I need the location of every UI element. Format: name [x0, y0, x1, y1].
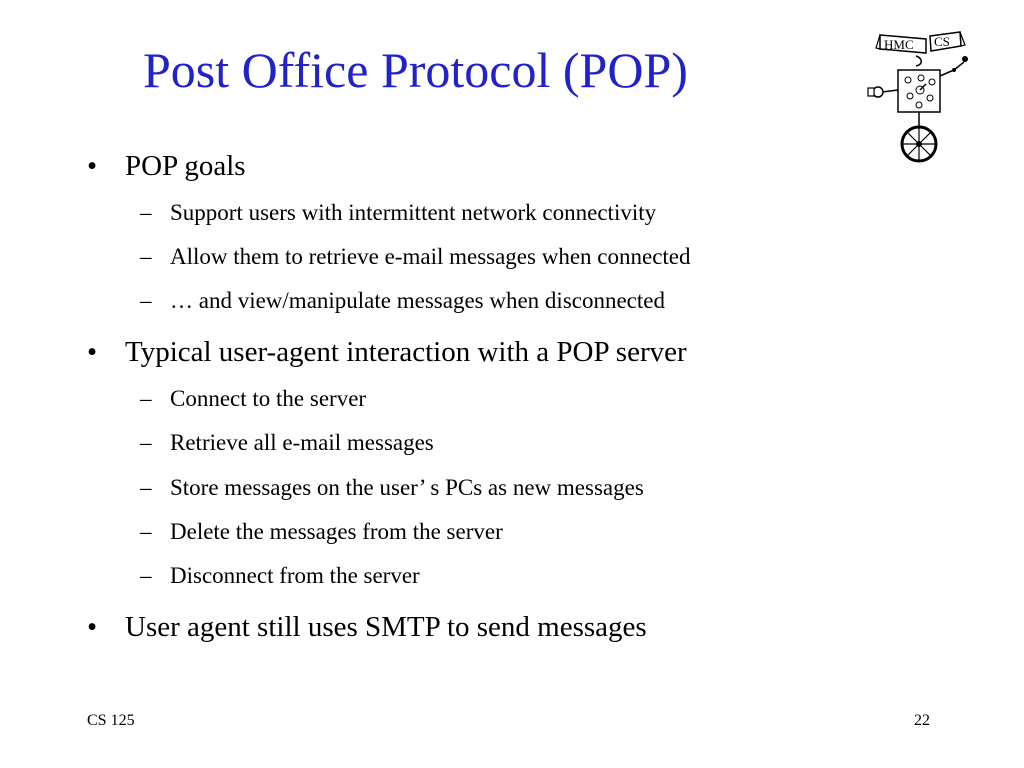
bullet-text: User agent still uses SMTP to send messages — [125, 611, 647, 643]
sub-bullet-text: Retrieve all e-mail messages — [170, 430, 434, 455]
hmc-cs-robot-logo-icon — [864, 26, 976, 164]
sub-bullet-text: … and view/manipulate messages when disconnected — [170, 288, 665, 313]
dash-marker: – — [140, 475, 152, 500]
sub-bullet-text: Allow them to retrieve e-mail messages when connected — [170, 244, 691, 269]
dash-marker: – — [140, 563, 152, 588]
bullet-marker: • — [87, 150, 98, 182]
logo-banner-left: HMC — [884, 37, 914, 52]
footer-course: CS 125 — [87, 712, 135, 729]
dash-marker: – — [140, 519, 152, 544]
sub-bullet-text: Connect to the server — [170, 386, 367, 411]
footer-page-number: 22 — [914, 712, 930, 729]
dash-marker: – — [140, 386, 152, 411]
dash-marker: – — [140, 244, 152, 269]
sub-bullet-text: Delete the messages from the server — [170, 519, 503, 544]
bullet-text: Typical user-agent interaction with a POP server — [125, 336, 687, 368]
sub-bullet-text: Store messages on the user’ s PCs as new messages — [170, 475, 644, 500]
dash-marker: – — [140, 288, 152, 313]
slide-title: Post Office Protocol (POP) — [143, 42, 688, 98]
bullet-text: POP goals — [125, 150, 246, 182]
sub-bullet-text: Support users with intermittent network connectivity — [170, 200, 657, 225]
sub-bullet-text: Disconnect from the server — [170, 563, 420, 588]
dash-marker: – — [140, 430, 152, 455]
bullet-marker: • — [87, 336, 98, 368]
dash-marker: – — [140, 200, 152, 225]
bullet-marker: • — [87, 611, 98, 643]
logo-banner-right: CS — [934, 34, 950, 49]
